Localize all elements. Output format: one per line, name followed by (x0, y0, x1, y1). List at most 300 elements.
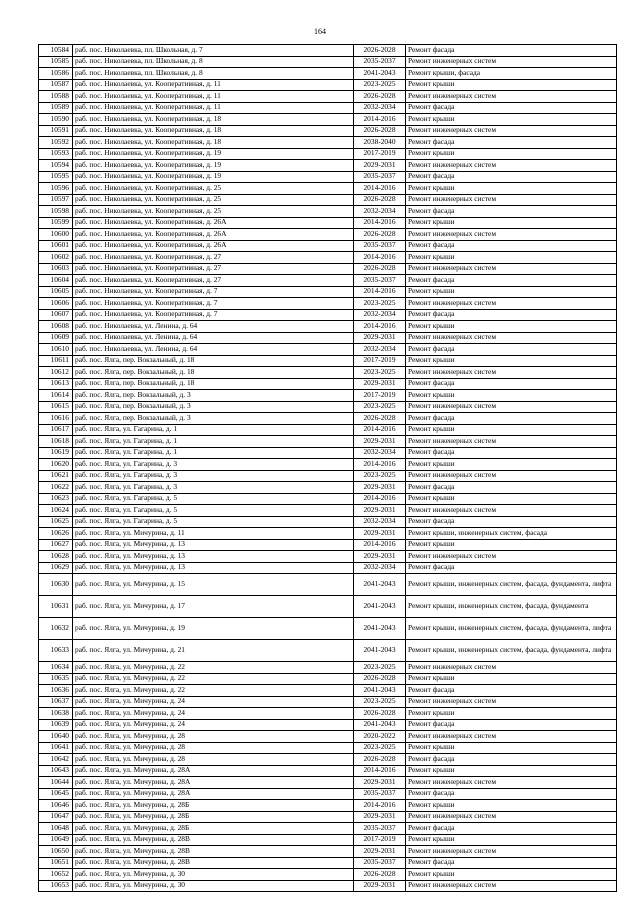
table-row (39, 206, 617, 218)
address-cell: раб. пос. Ялга, ул. Гагарина, д. 3 (73, 470, 354, 482)
work-type-cell: Ремонт инженерных систем (406, 846, 617, 858)
address-cell: раб. пос. Ялга, ул. Мичурина, д. 28 (73, 742, 354, 754)
work-type-cell: Ремонт инженерных систем (406, 662, 617, 674)
table-row (39, 252, 617, 264)
address-cell: раб. пос. Ялга, ул. Мичурина, д. 17 (73, 596, 354, 618)
period-cell: 2026-2028 (354, 263, 406, 275)
row-number: 10607 (39, 309, 73, 321)
table-row (39, 696, 617, 708)
address-cell: раб. пос. Николаевка, ул. Кооперативная, д. 18 (73, 125, 354, 137)
period-cell: 2029-2031 (354, 436, 406, 448)
table-row (39, 332, 617, 344)
table-row (39, 148, 617, 160)
period-cell: 2023-2025 (354, 79, 406, 91)
period-cell: 2026-2028 (354, 708, 406, 720)
table-row (39, 516, 617, 528)
table-row (39, 640, 617, 662)
address-cell: раб. пос. Ялга, ул. Мичурина, д. 28Б (73, 800, 354, 812)
period-cell: 2035-2037 (354, 857, 406, 869)
period-cell: 2014-2016 (354, 424, 406, 436)
table-row (39, 436, 617, 448)
work-type-cell: Ремонт инженерных систем (406, 470, 617, 482)
work-type-cell: Ремонт инженерных систем (406, 91, 617, 103)
work-type-cell: Ремонт фасада (406, 344, 617, 356)
address-cell: раб. пос. Ялга, ул. Мичурина, д. 15 (73, 574, 354, 596)
work-type-cell: Ремонт инженерных систем (406, 696, 617, 708)
address-cell: раб. пос. Ялга, пер. Вокзальный, д. 3 (73, 401, 354, 413)
row-number: 10633 (39, 640, 73, 662)
row-number: 10618 (39, 436, 73, 448)
table-row (39, 263, 617, 275)
address-cell: раб. пос. Николаевка, ул. Кооперативная, д. 11 (73, 102, 354, 114)
row-number: 10603 (39, 263, 73, 275)
address-cell: раб. пос. Ялга, ул. Мичурина, д. 28 (73, 731, 354, 743)
table-row (39, 321, 617, 333)
address-cell: раб. пос. Николаевка, ул. Кооперативная, д. 19 (73, 148, 354, 160)
address-cell: раб. пос. Николаевка, ул. Кооперативная, д. 26А (73, 240, 354, 252)
table-row (39, 286, 617, 298)
period-cell: 2023-2025 (354, 401, 406, 413)
period-cell: 2035-2037 (354, 788, 406, 800)
table-row (39, 309, 617, 321)
row-number: 10597 (39, 194, 73, 206)
address-cell: раб. пос. Ялга, ул. Гагарина, д. 3 (73, 459, 354, 471)
row-number: 10640 (39, 731, 73, 743)
period-cell: 2017-2019 (354, 834, 406, 846)
work-type-cell: Ремонт крыши (406, 708, 617, 720)
address-cell: раб. пос. Николаевка, ул. Кооперативная, д. 27 (73, 275, 354, 287)
address-cell: раб. пос. Ялга, ул. Гагарина, д. 5 (73, 505, 354, 517)
row-number: 10637 (39, 696, 73, 708)
row-number: 10630 (39, 574, 73, 596)
table-row (39, 765, 617, 777)
work-type-cell: Ремонт фасада (406, 206, 617, 218)
row-number: 10634 (39, 662, 73, 674)
period-cell: 2041-2043 (354, 685, 406, 697)
work-type-cell: Ремонт фасада (406, 413, 617, 425)
period-cell: 2014-2016 (354, 217, 406, 229)
row-number: 10599 (39, 217, 73, 229)
table-body (39, 45, 617, 892)
address-cell: раб. пос. Ялга, ул. Мичурина, д. 30 (73, 880, 354, 892)
address-cell: раб. пос. Ялга, ул. Мичурина, д. 19 (73, 618, 354, 640)
work-type-cell: Ремонт инженерных систем (406, 505, 617, 517)
row-number: 10638 (39, 708, 73, 720)
address-cell: раб. пос. Николаевка, ул. Кооперативная, д. 11 (73, 91, 354, 103)
table-row (39, 528, 617, 540)
work-type-cell: Ремонт фасада (406, 447, 617, 459)
period-cell: 2032-2034 (354, 309, 406, 321)
work-type-cell: Ремонт крыши (406, 673, 617, 685)
work-type-cell: Ремонт инженерных систем (406, 332, 617, 344)
address-cell: раб. пос. Ялга, ул. Мичурина, д. 28 (73, 754, 354, 766)
work-type-cell: Ремонт инженерных систем (406, 880, 617, 892)
table-row (39, 275, 617, 287)
work-type-cell: Ремонт фасада (406, 516, 617, 528)
table-row (39, 708, 617, 720)
period-cell: 2029-2031 (354, 528, 406, 540)
period-cell: 2017-2019 (354, 355, 406, 367)
work-type-cell: Ремонт фасада (406, 309, 617, 321)
address-cell: раб. пос. Ялга, ул. Гагарина, д. 5 (73, 493, 354, 505)
work-type-cell: Ремонт инженерных систем (406, 160, 617, 172)
period-cell: 2035-2037 (354, 56, 406, 68)
period-cell: 2014-2016 (354, 321, 406, 333)
row-number: 10625 (39, 516, 73, 528)
address-cell: раб. пос. Ялга, ул. Мичурина, д. 28В (73, 834, 354, 846)
work-type-cell: Ремонт фасада (406, 788, 617, 800)
row-number: 10629 (39, 562, 73, 574)
row-number: 10631 (39, 596, 73, 618)
period-cell: 2041-2043 (354, 618, 406, 640)
table-row (39, 562, 617, 574)
address-cell: раб. пос. Ялга, ул. Мичурина, д. 13 (73, 539, 354, 551)
work-type-cell: Ремонт инженерных систем (406, 298, 617, 310)
row-number: 10605 (39, 286, 73, 298)
work-type-cell: Ремонт крыши, инженерных систем, фасада, фундамента, лифта (406, 574, 617, 596)
table-row (39, 742, 617, 754)
row-number: 10648 (39, 823, 73, 835)
period-cell: 2035-2037 (354, 171, 406, 183)
work-type-cell: Ремонт инженерных систем (406, 125, 617, 137)
row-number: 10635 (39, 673, 73, 685)
table-row (39, 367, 617, 379)
table-row (39, 493, 617, 505)
address-cell: раб. пос. Николаевка, ул. Кооперативная, д. 19 (73, 160, 354, 172)
work-type-cell: Ремонт фасада (406, 685, 617, 697)
table-row (39, 240, 617, 252)
address-cell: раб. пос. Николаевка, ул. Кооперативная, д. 26А (73, 229, 354, 241)
period-cell: 2029-2031 (354, 160, 406, 172)
address-cell: раб. пос. Николаевка, ул. Кооперативная, д. 18 (73, 137, 354, 149)
table-row (39, 298, 617, 310)
period-cell: 2029-2031 (354, 505, 406, 517)
period-cell: 2041-2043 (354, 596, 406, 618)
address-cell: раб. пос. Николаевка, ул. Кооперативная, д. 18 (73, 114, 354, 126)
period-cell: 2026-2028 (354, 125, 406, 137)
table-row (39, 719, 617, 731)
row-number: 10612 (39, 367, 73, 379)
row-number: 10639 (39, 719, 73, 731)
period-cell: 2017-2019 (354, 148, 406, 160)
table-row (39, 482, 617, 494)
period-cell: 2017-2019 (354, 390, 406, 402)
work-type-cell: Ремонт фасада (406, 562, 617, 574)
work-type-cell: Ремонт крыши, инженерных систем, фасада, фундамента (406, 596, 617, 618)
address-cell: раб. пос. Ялга, пер. Вокзальный, д. 18 (73, 378, 354, 390)
row-number: 10596 (39, 183, 73, 195)
row-number: 10653 (39, 880, 73, 892)
address-cell: раб. пос. Николаевка, ул. Ленина, д. 64 (73, 321, 354, 333)
work-type-cell: Ремонт крыши (406, 390, 617, 402)
table-row (39, 413, 617, 425)
work-type-cell: Ремонт фасада (406, 482, 617, 494)
period-cell: 2041-2043 (354, 68, 406, 80)
table-row (39, 754, 617, 766)
work-type-cell: Ремонт фасада (406, 240, 617, 252)
table-row (39, 834, 617, 846)
work-type-cell: Ремонт инженерных систем (406, 436, 617, 448)
period-cell: 2023-2025 (354, 662, 406, 674)
row-number: 10601 (39, 240, 73, 252)
period-cell: 2029-2031 (354, 777, 406, 789)
row-number: 10644 (39, 777, 73, 789)
address-cell: раб. пос. Ялга, ул. Мичурина, д. 22 (73, 673, 354, 685)
period-cell: 2020-2022 (354, 731, 406, 743)
period-cell: 2035-2037 (354, 823, 406, 835)
row-number: 10595 (39, 171, 73, 183)
address-cell: раб. пос. Ялга, ул. Мичурина, д. 13 (73, 562, 354, 574)
work-type-cell: Ремонт фасада (406, 137, 617, 149)
work-type-cell: Ремонт крыши, инженерных систем, фасада, фундамента, лифта (406, 618, 617, 640)
address-cell: раб. пос. Николаевка, ул. Кооперативная, д. 25 (73, 183, 354, 195)
row-number: 10609 (39, 332, 73, 344)
address-cell: раб. пос. Николаевка, ул. Ленина, д. 64 (73, 344, 354, 356)
row-number: 10628 (39, 551, 73, 563)
period-cell: 2014-2016 (354, 493, 406, 505)
work-type-cell: Ремонт крыши (406, 869, 617, 881)
row-number: 10591 (39, 125, 73, 137)
period-cell: 2032-2034 (354, 344, 406, 356)
table-row (39, 777, 617, 789)
address-cell: раб. пос. Ялга, ул. Мичурина, д. 24 (73, 696, 354, 708)
address-cell: раб. пос. Ялга, пер. Вокзальный, д. 3 (73, 413, 354, 425)
table-row (39, 618, 617, 640)
work-type-cell: Ремонт крыши (406, 765, 617, 777)
period-cell: 2032-2034 (354, 206, 406, 218)
row-number: 10606 (39, 298, 73, 310)
period-cell: 2029-2031 (354, 378, 406, 390)
table-row (39, 344, 617, 356)
table-row (39, 459, 617, 471)
table-row (39, 823, 617, 835)
address-cell: раб. пос. Николаевка, ул. Кооперативная, д. 26А (73, 217, 354, 229)
row-number: 10627 (39, 539, 73, 551)
table-row (39, 596, 617, 618)
table-row (39, 68, 617, 80)
period-cell: 2041-2043 (354, 719, 406, 731)
table-row (39, 505, 617, 517)
table-row (39, 447, 617, 459)
table-row (39, 685, 617, 697)
row-number: 10645 (39, 788, 73, 800)
row-number: 10632 (39, 618, 73, 640)
work-type-cell: Ремонт крыши, инженерных систем, фасада (406, 528, 617, 540)
address-cell: раб. пос. Николаевка, ул. Кооперативная, д. 7 (73, 286, 354, 298)
table-row (39, 811, 617, 823)
table-row (39, 390, 617, 402)
work-type-cell: Ремонт крыши (406, 183, 617, 195)
address-cell: раб. пос. Ялга, ул. Мичурина, д. 22 (73, 685, 354, 697)
page-number: 164 (314, 27, 326, 36)
row-number: 10647 (39, 811, 73, 823)
work-type-cell: Ремонт крыши (406, 148, 617, 160)
period-cell: 2029-2031 (354, 332, 406, 344)
row-number: 10593 (39, 148, 73, 160)
work-type-cell: Ремонт крыши (406, 286, 617, 298)
period-cell: 2026-2028 (354, 45, 406, 57)
table-row (39, 160, 617, 172)
work-type-cell: Ремонт фасада (406, 857, 617, 869)
table-row (39, 229, 617, 241)
address-cell: раб. пос. Ялга, ул. Гагарина, д. 1 (73, 447, 354, 459)
row-number: 10621 (39, 470, 73, 482)
table-row (39, 574, 617, 596)
table-row (39, 880, 617, 892)
row-number: 10652 (39, 869, 73, 881)
work-type-cell: Ремонт крыши, фасада (406, 68, 617, 80)
period-cell: 2029-2031 (354, 482, 406, 494)
period-cell: 2023-2025 (354, 696, 406, 708)
period-cell: 2041-2043 (354, 640, 406, 662)
work-type-cell: Ремонт крыши (406, 217, 617, 229)
table-row (39, 114, 617, 126)
period-cell: 2032-2034 (354, 447, 406, 459)
address-cell: раб. пос. Николаевка, ул. Кооперативная, д. 25 (73, 206, 354, 218)
row-number: 10622 (39, 482, 73, 494)
row-number: 10643 (39, 765, 73, 777)
row-number: 10624 (39, 505, 73, 517)
period-cell: 2026-2028 (354, 91, 406, 103)
work-type-cell: Ремонт крыши (406, 79, 617, 91)
work-type-cell: Ремонт фасада (406, 45, 617, 57)
row-number: 10584 (39, 45, 73, 57)
table-row (39, 102, 617, 114)
work-type-cell: Ремонт крыши (406, 114, 617, 126)
work-type-cell: Ремонт фасада (406, 275, 617, 287)
address-cell: раб. пос. Ялга, ул. Мичурина, д. 28А (73, 788, 354, 800)
table-row (39, 731, 617, 743)
row-number: 10619 (39, 447, 73, 459)
period-cell: 2041-2043 (354, 574, 406, 596)
address-cell: раб. пос. Николаевка, ул. Кооперативная, д. 7 (73, 298, 354, 310)
row-number: 10602 (39, 252, 73, 264)
address-cell: раб. пос. Ялга, ул. Мичурина, д. 30 (73, 869, 354, 881)
table-row (39, 378, 617, 390)
work-type-cell: Ремонт инженерных систем (406, 731, 617, 743)
period-cell: 2029-2031 (354, 811, 406, 823)
row-number: 10592 (39, 137, 73, 149)
work-type-cell: Ремонт инженерных систем (406, 367, 617, 379)
row-number: 10585 (39, 56, 73, 68)
address-cell: раб. пос. Ялга, ул. Мичурина, д. 22 (73, 662, 354, 674)
address-cell: раб. пос. Ялга, ул. Мичурина, д. 21 (73, 640, 354, 662)
table-row (39, 194, 617, 206)
work-type-cell: Ремонт фасада (406, 171, 617, 183)
row-number: 10608 (39, 321, 73, 333)
address-cell: раб. пос. Ялга, ул. Гагарина, д. 1 (73, 424, 354, 436)
row-number: 10586 (39, 68, 73, 80)
address-cell: раб. пос. Ялга, ул. Гагарина, д. 1 (73, 436, 354, 448)
address-cell: раб. пос. Ялга, пер. Вокзальный, д. 18 (73, 367, 354, 379)
period-cell: 2023-2025 (354, 298, 406, 310)
table-row (39, 79, 617, 91)
period-cell: 2035-2037 (354, 240, 406, 252)
period-cell: 2023-2025 (354, 742, 406, 754)
row-number: 10616 (39, 413, 73, 425)
address-cell: раб. пос. Ялга, ул. Мичурина, д. 28А (73, 765, 354, 777)
row-number: 10623 (39, 493, 73, 505)
period-cell: 2026-2028 (354, 673, 406, 685)
table-row (39, 171, 617, 183)
table-row (39, 91, 617, 103)
row-number: 10615 (39, 401, 73, 413)
period-cell: 2026-2028 (354, 754, 406, 766)
address-cell: раб. пос. Николаевка, ул. Кооперативная, д. 27 (73, 263, 354, 275)
address-cell: раб. пос. Ялга, ул. Гагарина, д. 3 (73, 482, 354, 494)
table-row (39, 137, 617, 149)
work-type-cell: Ремонт крыши (406, 742, 617, 754)
work-type-cell: Ремонт инженерных систем (406, 194, 617, 206)
table-row (39, 539, 617, 551)
work-type-cell: Ремонт крыши (406, 800, 617, 812)
period-cell: 2038-2040 (354, 137, 406, 149)
table-row (39, 869, 617, 881)
address-cell: раб. пос. Ялга, ул. Мичурина, д. 28Б (73, 823, 354, 835)
address-cell: раб. пос. Николаевка, ул. Кооперативная, д. 27 (73, 252, 354, 264)
address-cell: раб. пос. Николаевка, ул. Кооперативная, д. 11 (73, 79, 354, 91)
table-row (39, 56, 617, 68)
address-cell: раб. пос. Ялга, ул. Мичурина, д. 28Б (73, 811, 354, 823)
table-row (39, 45, 617, 57)
period-cell: 2014-2016 (354, 459, 406, 471)
period-cell: 2029-2031 (354, 551, 406, 563)
address-cell: раб. пос. Николаевка, пл. Школьная, д. 7 (73, 45, 354, 57)
period-cell: 2023-2025 (354, 367, 406, 379)
period-cell: 2026-2028 (354, 869, 406, 881)
work-type-cell: Ремонт фасада (406, 754, 617, 766)
period-cell: 2014-2016 (354, 183, 406, 195)
address-cell: раб. пос. Николаевка, пл. Школьная, д. 8 (73, 68, 354, 80)
row-number: 10636 (39, 685, 73, 697)
work-type-cell: Ремонт инженерных систем (406, 229, 617, 241)
table-row (39, 355, 617, 367)
row-number: 10610 (39, 344, 73, 356)
address-cell: раб. пос. Ялга, ул. Мичурина, д. 24 (73, 708, 354, 720)
row-number: 10642 (39, 754, 73, 766)
address-cell: раб. пос. Ялга, ул. Мичурина, д. 13 (73, 551, 354, 563)
table-row (39, 673, 617, 685)
period-cell: 2032-2034 (354, 516, 406, 528)
period-cell: 2026-2028 (354, 194, 406, 206)
work-type-cell: Ремонт крыши (406, 424, 617, 436)
address-cell: раб. пос. Ялга, ул. Мичурина, д. 24 (73, 719, 354, 731)
table-row (39, 183, 617, 195)
work-type-cell: Ремонт крыши (406, 321, 617, 333)
row-number: 10646 (39, 800, 73, 812)
period-cell: 2014-2016 (354, 765, 406, 777)
row-number: 10604 (39, 275, 73, 287)
row-number: 10588 (39, 91, 73, 103)
work-type-cell: Ремонт инженерных систем (406, 263, 617, 275)
row-number: 10617 (39, 424, 73, 436)
table-row (39, 470, 617, 482)
repair-schedule-table (38, 44, 617, 892)
row-number: 10587 (39, 79, 73, 91)
address-cell: раб. пос. Ялга, ул. Мичурина, д. 28А (73, 777, 354, 789)
row-number: 10598 (39, 206, 73, 218)
address-cell: раб. пос. Ялга, пер. Вокзальный, д. 3 (73, 390, 354, 402)
address-cell: раб. пос. Николаевка, ул. Кооперативная, д. 19 (73, 171, 354, 183)
work-type-cell: Ремонт крыши, инженерных систем, фасада, фундамента, лифта (406, 640, 617, 662)
row-number: 10620 (39, 459, 73, 471)
row-number: 10600 (39, 229, 73, 241)
work-type-cell: Ремонт крыши (406, 493, 617, 505)
work-type-cell: Ремонт фасада (406, 719, 617, 731)
table-row (39, 125, 617, 137)
work-type-cell: Ремонт крыши (406, 539, 617, 551)
address-cell: раб. пос. Ялга, пер. Вокзальный, д. 18 (73, 355, 354, 367)
